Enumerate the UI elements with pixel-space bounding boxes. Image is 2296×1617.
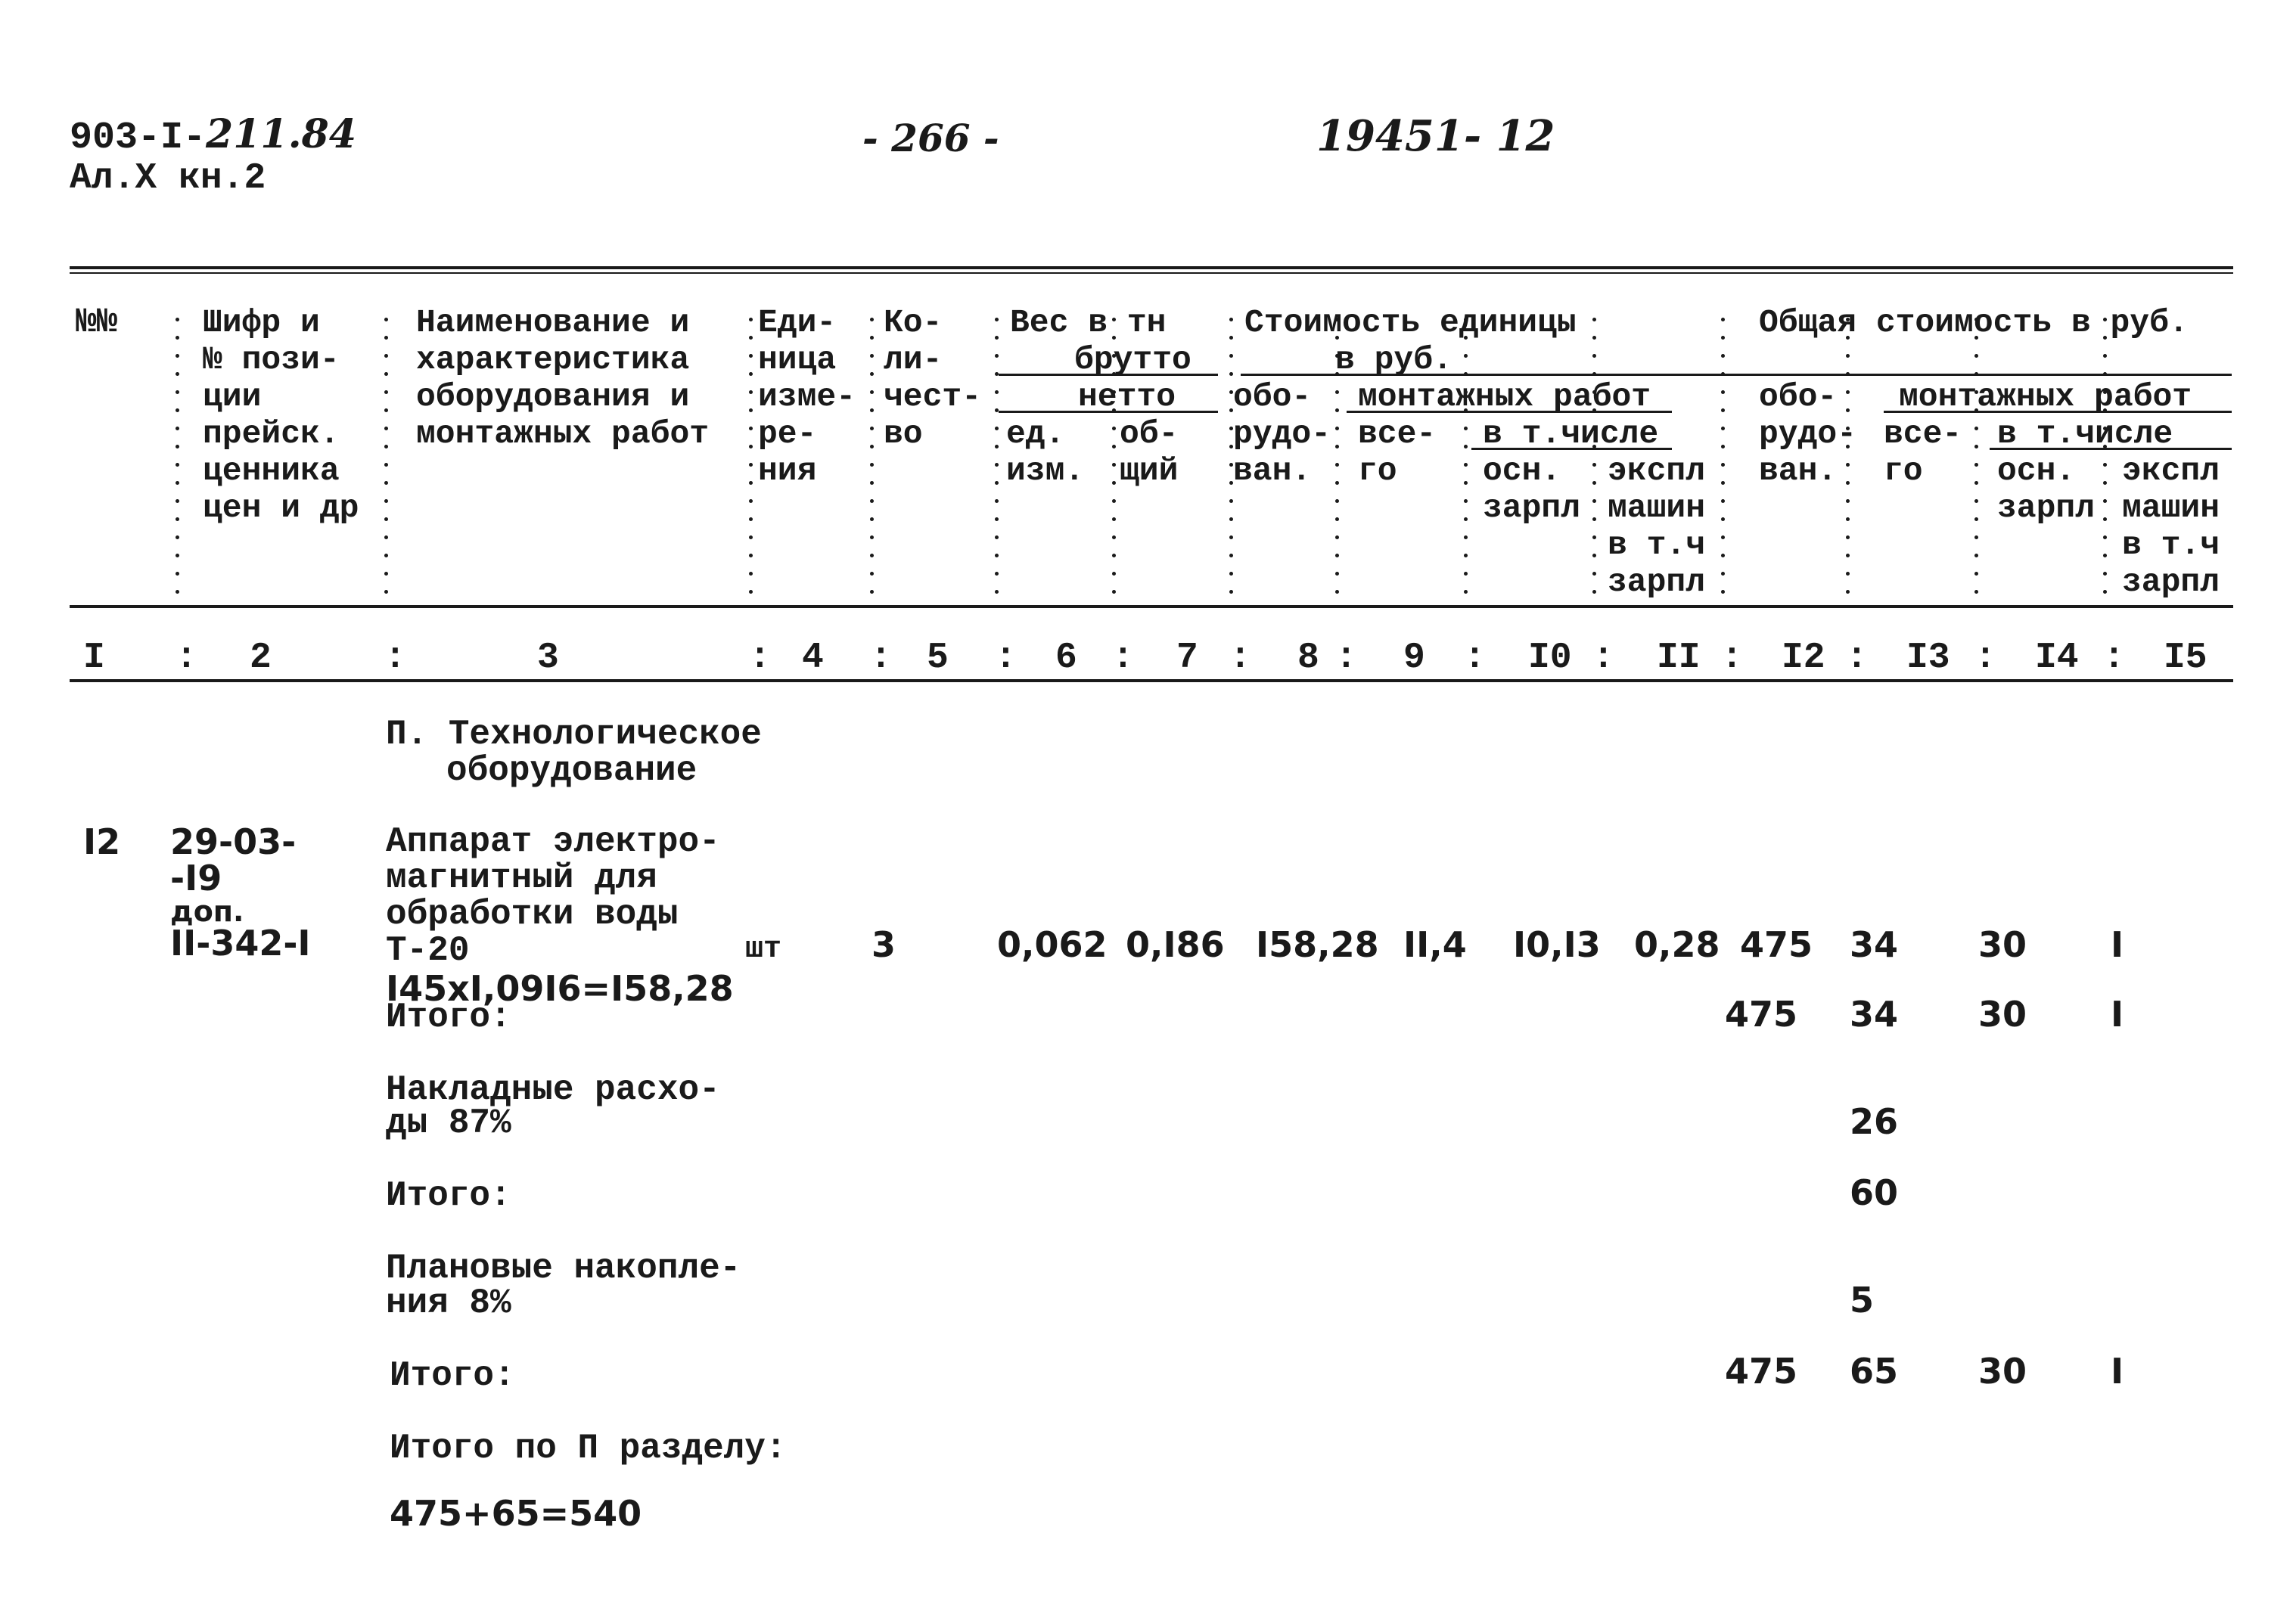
header-separator-dot [1592, 354, 1596, 358]
header-separator-dot [749, 445, 753, 448]
header-separator-dot [384, 590, 388, 594]
col-header-weight-total: об- щий [1120, 415, 1179, 489]
header-separator-dot [1112, 572, 1116, 576]
header-separator-dot [1721, 463, 1725, 467]
col-header-quantity: Ко- ли- чест- во [884, 304, 982, 452]
header-separator-dot [995, 427, 999, 430]
subtotal1-salary: 30 [1978, 994, 2027, 1035]
header-separator-dot [384, 463, 388, 467]
header-separator-dot [995, 554, 999, 557]
header-separator-dot [2103, 481, 2107, 485]
header-separator-dot [1592, 481, 1596, 485]
header-separator-dot [1229, 535, 1233, 539]
overhead-value: 26 [1850, 1101, 1899, 1142]
planned-value: 5 [1850, 1280, 1875, 1321]
subtotal3-equipment: 475 [1725, 1351, 1798, 1392]
header-separator-dot [1464, 445, 1468, 448]
item-code-line3: доп. [170, 895, 244, 928]
column-separator-10: : [1592, 638, 1614, 678]
header-separator-dot [749, 427, 753, 430]
column-numbers-rule [70, 679, 2233, 682]
header-separator-dot [1335, 590, 1339, 594]
item-equipment-total: 475 [1740, 924, 1813, 965]
header-separator-dot [1592, 463, 1596, 467]
column-number-3: 3 [537, 638, 559, 678]
header-separator-dot [870, 318, 874, 321]
header-top-rule-2 [70, 272, 2233, 274]
header-separator-dot [1335, 517, 1339, 521]
header-separator-dot [384, 499, 388, 503]
column-number-9: 9 [1403, 638, 1425, 678]
column-number-1: I [83, 638, 105, 678]
item-weight-total: 0,I86 [1126, 924, 1225, 965]
header-separator-dot [1229, 590, 1233, 594]
header-separator-dot [749, 336, 753, 340]
handwritten-register-number: 19451- 12 [1316, 111, 1555, 161]
header-separator-dot [2103, 535, 2107, 539]
header-separator-dot [1592, 554, 1596, 557]
col-header-machines-1: экспл машин в т.ч зарпл [1608, 452, 1706, 601]
header-separator-dot [1335, 554, 1339, 557]
column-number-13: I3 [1906, 638, 1950, 678]
col-header-incl-1: в т.числе [1483, 415, 1659, 452]
header-separator-dot [870, 336, 874, 340]
item-base-salary-total: 30 [1978, 924, 2027, 965]
col-header-install-works-1: монтажных работ [1358, 378, 1651, 415]
header-separator-dot [384, 318, 388, 321]
header-separator-dot [749, 590, 753, 594]
header-separator-dot [1592, 572, 1596, 576]
col-header-weight-brutto: брутто [1074, 341, 1191, 378]
column-separator-1: : [176, 638, 197, 678]
item-base-salary: I0,I3 [1513, 924, 1601, 965]
header-separator-dot [384, 481, 388, 485]
col-header-equipment-total: обо- рудо- ван. [1759, 378, 1857, 489]
header-separator-dot [1592, 535, 1596, 539]
header-separator-dot [995, 372, 999, 376]
column-number-7: 7 [1176, 638, 1198, 678]
col-header-number: №№ [76, 303, 118, 342]
item-machine-total: I [2111, 924, 2124, 965]
subtotal2-value: 60 [1850, 1172, 1899, 1213]
section-title-line1: П. Технологическое [386, 715, 762, 754]
header-separator-dot [176, 554, 179, 557]
col-header-install-all-2: все- го [1884, 415, 1962, 489]
header-top-rule [70, 266, 2233, 269]
column-number-12: I2 [1782, 638, 1825, 678]
column-separator-3: : [749, 638, 771, 678]
header-separator-dot [1721, 408, 1725, 412]
header-separator-dot [1112, 499, 1116, 503]
header-separator-dot [1335, 535, 1339, 539]
item-name-line1: Аппарат электро- [386, 822, 720, 861]
col-header-install-all-1: все- го [1358, 415, 1437, 489]
header-separator-dot [749, 481, 753, 485]
item-name-line2: магнитный для [386, 858, 657, 898]
item-unit: шт [745, 933, 782, 967]
subtotal1-label: Итого: [386, 998, 511, 1037]
item-name-line3: обработки воды [386, 895, 679, 934]
header-separator-dot [870, 390, 874, 394]
header-separator-dot [1721, 336, 1725, 340]
col-header-weight-netto: нетто [1078, 378, 1176, 415]
header-separator-dot [1721, 590, 1725, 594]
header-separator-dot [1974, 372, 1978, 376]
header-separator-dot [384, 408, 388, 412]
header-separator-dot [1464, 572, 1468, 576]
column-number-14: I4 [2035, 638, 2079, 678]
header-separator-dot [176, 590, 179, 594]
header-separator-dot [1112, 517, 1116, 521]
header-separator-dot [1112, 445, 1116, 448]
header-separator-dot [384, 572, 388, 576]
header-separator-dot [1229, 517, 1233, 521]
header-separator-dot [870, 590, 874, 594]
item-name-line4: Т-20 [386, 931, 470, 970]
header-separator-dot [995, 590, 999, 594]
header-separator-dot [1974, 572, 1978, 576]
col-header-base-salary-1: осн. зарпл [1483, 452, 1581, 526]
header-separator-dot [870, 372, 874, 376]
header-separator-dot [870, 427, 874, 430]
header-separator-dot [749, 354, 753, 358]
header-separator-dot [1721, 318, 1725, 321]
header-separator-dot [176, 481, 179, 485]
col-header-total-cost-title: Общая стоимость в руб. [1759, 304, 2189, 341]
header-separator-dot [1335, 572, 1339, 576]
header-separator-dot [1229, 354, 1233, 358]
header-separator-dot [1721, 572, 1725, 576]
header-separator-dot [749, 390, 753, 394]
item-equipment-unit-cost: I58,28 [1256, 924, 1379, 965]
header-separator-dot [995, 517, 999, 521]
header-separator-dot [2103, 572, 2107, 576]
col-header-base-salary-2: осн. зарпл [1997, 452, 2096, 526]
planned-label-line2: ния 8% [386, 1283, 511, 1323]
item-number: I2 [83, 821, 121, 862]
header-separator-dot [1112, 535, 1116, 539]
column-number-8: 8 [1297, 638, 1319, 678]
header-separator-dot [1974, 554, 1978, 557]
header-separator-dot [176, 372, 179, 376]
header-separator-dot [1464, 590, 1468, 594]
header-separator-dot [2103, 354, 2107, 358]
column-separator-5: : [995, 638, 1017, 678]
header-separator-dot [1974, 354, 1978, 358]
section-total-formula: 475+65=540 [390, 1493, 642, 1534]
header-separator-dot [1464, 372, 1468, 376]
header-separator-dot [1721, 372, 1725, 376]
col-header-install-works-2: монтажных работ [1899, 378, 2192, 415]
column-number-4: 4 [802, 638, 824, 678]
column-separator-13: : [1974, 638, 1996, 678]
header-separator-dot [176, 535, 179, 539]
item-code-line2: -I9 [170, 858, 222, 899]
col-header-equipment: обо- рудо- ван. [1233, 378, 1331, 489]
header-separator-dot [2103, 463, 2107, 467]
header-separator-dot [384, 427, 388, 430]
header-separator-dot [1592, 517, 1596, 521]
header-separator-dot [1464, 554, 1468, 557]
header-separator-dot [995, 535, 999, 539]
col-header-unit-cost-title: Стоимость единицы [1244, 304, 1577, 341]
header-separator-dot [1335, 463, 1339, 467]
col-header-name: Наименование и характеристика оборудования и монтажных работ [416, 304, 710, 452]
header-separator-dot [384, 372, 388, 376]
subtotal3-label: Итого: [390, 1356, 515, 1395]
header-separator-dot [1112, 463, 1116, 467]
header-separator-dot [749, 572, 753, 576]
header-separator-dot [176, 318, 179, 321]
column-separator-2: : [384, 638, 406, 678]
subtotal1-machine: I [2111, 994, 2124, 1035]
header-separator-dot [384, 336, 388, 340]
header-separator-dot [1335, 499, 1339, 503]
header-separator-dot [1721, 554, 1725, 557]
subtotal1-equipment: 475 [1725, 994, 1798, 1035]
header-separator-dot [2103, 372, 2107, 376]
column-separator-8: : [1335, 638, 1357, 678]
header-separator-dot [1464, 354, 1468, 358]
header-separator-dot [1464, 535, 1468, 539]
item-code-line4: II-342-I [170, 923, 311, 964]
header-separator-dot [1974, 499, 1978, 503]
header-separator-dot [749, 463, 753, 467]
document-code [70, 111, 357, 160]
header-separator-dot [995, 318, 999, 321]
item-formula: I45xI,09I6=I58,28 [386, 968, 734, 1009]
header-separator-dot [2103, 499, 2107, 503]
col-header-unit: Еди- ница изме- ре- ния [758, 304, 856, 489]
header-separator-dot [1974, 445, 1978, 448]
col-header-incl-2: в т.числе [1997, 415, 2173, 452]
header-separator-dot [995, 354, 999, 358]
header-separator-dot [1592, 318, 1596, 321]
header-separator-dot [176, 445, 179, 448]
column-number-6: 6 [1055, 638, 1077, 678]
header-separator-dot [995, 390, 999, 394]
header-separator-dot [384, 390, 388, 394]
header-separator-dot [1464, 499, 1468, 503]
header-separator-dot [870, 535, 874, 539]
header-separator-dot [1721, 390, 1725, 394]
header-separator-dot [1592, 336, 1596, 340]
column-separator-12: : [1846, 638, 1868, 678]
header-separator-dot [1974, 590, 1978, 594]
header-separator-dot [995, 336, 999, 340]
header-separator-dot [176, 427, 179, 430]
column-separator-11: : [1721, 638, 1743, 678]
header-separator-dot [1974, 517, 1978, 521]
header-separator-dot [995, 481, 999, 485]
column-number-5: 5 [927, 638, 949, 678]
document-code-handwritten: 211.84 [206, 111, 357, 157]
header-separator-dot [1974, 463, 1978, 467]
header-separator-dot [2103, 590, 2107, 594]
header-separator-dot [870, 445, 874, 448]
header-separator-dot [995, 499, 999, 503]
header-separator-dot [1464, 481, 1468, 485]
header-separator-dot [1846, 590, 1850, 594]
header-separator-dot [995, 445, 999, 448]
header-separator-dot [1229, 318, 1233, 321]
header-separator-dot [1229, 572, 1233, 576]
header-separator-dot [1335, 445, 1339, 448]
section-total-label: Итого по П разделу: [390, 1429, 787, 1468]
header-separator-dot [1846, 517, 1850, 521]
header-separator-dot [870, 463, 874, 467]
header-separator-dot [749, 554, 753, 557]
column-separator-4: : [870, 638, 892, 678]
header-separator-dot [1846, 499, 1850, 503]
header-separator-dot [1229, 336, 1233, 340]
column-number-10: I0 [1528, 638, 1572, 678]
column-number-15: I5 [2164, 638, 2207, 678]
header-separator-dot [1721, 354, 1725, 358]
header-separator-dot [1464, 427, 1468, 430]
header-separator-dot [749, 535, 753, 539]
col-header-machines-2: экспл машин в т.ч зарпл [2122, 452, 2220, 601]
header-separator-dot [1229, 372, 1233, 376]
header-separator-dot [870, 354, 874, 358]
col-header-weight-unit: ед. изм. [1006, 415, 1085, 489]
header-separator-dot [1112, 554, 1116, 557]
header-separator-dot [176, 463, 179, 467]
item-install-total-sum: 34 [1850, 924, 1899, 965]
header-separator-dot [1721, 445, 1725, 448]
header-separator-dot [1846, 354, 1850, 358]
header-separator-dot [1335, 408, 1339, 412]
header-separator-dot [176, 572, 179, 576]
col-header-unit-cost-rub: в руб. [1335, 341, 1452, 378]
header-separator-dot [749, 408, 753, 412]
header-separator-dot [176, 517, 179, 521]
header-separator-dot [1846, 372, 1850, 376]
header-bottom-rule [70, 605, 2233, 608]
item-code-line1: 29-03- [170, 821, 297, 862]
header-separator-dot [1335, 481, 1339, 485]
header-separator-dot [176, 499, 179, 503]
header-separator-dot [870, 499, 874, 503]
header-separator-dot [384, 517, 388, 521]
column-number-2: 2 [250, 638, 272, 678]
header-separator-dot [1846, 572, 1850, 576]
header-separator-dot [1592, 590, 1596, 594]
header-separator-dot [995, 408, 999, 412]
column-separator-7: : [1229, 638, 1251, 678]
item-weight-unit: 0,062 [997, 924, 1108, 965]
header-separator-dot [1464, 463, 1468, 467]
header-separator-dot [870, 517, 874, 521]
header-separator-dot [384, 535, 388, 539]
header-separator-dot [1335, 427, 1339, 430]
header-separator-dot [1229, 499, 1233, 503]
header-separator-dot [176, 354, 179, 358]
col-header-weight-title: Вес в тн [1010, 304, 1167, 341]
overhead-label-line1: Накладные расхо- [386, 1070, 720, 1110]
header-separator-dot [1846, 554, 1850, 557]
header-separator-dot [176, 408, 179, 412]
header-separator-dot [1112, 590, 1116, 594]
page-number: - 266 - [862, 116, 999, 160]
header-separator-dot [995, 572, 999, 576]
header-separator-dot [1974, 535, 1978, 539]
header-separator-dot [1721, 481, 1725, 485]
header-separator-dot [870, 554, 874, 557]
col-header-code: Шифр и № пози- ции прейск. ценника цен и др [203, 304, 359, 526]
header-separator-dot [870, 408, 874, 412]
header-separator-dot [1974, 427, 1978, 430]
header-separator-dot [1112, 427, 1116, 430]
album-reference: Ал.Х кн.2 [70, 158, 266, 199]
header-separator-dot [176, 390, 179, 394]
subtotal3-install: 65 [1850, 1351, 1899, 1392]
subtotal3-machine: I [2111, 1351, 2124, 1392]
header-separator-dot [1721, 517, 1725, 521]
item-machine-operation: 0,28 [1634, 924, 1720, 965]
header-separator-dot [749, 499, 753, 503]
column-separator-14: : [2103, 638, 2125, 678]
header-separator-dot [1229, 554, 1233, 557]
item-install-total: II,4 [1403, 924, 1467, 965]
column-separator-6: : [1112, 638, 1134, 678]
header-separator-dot [1592, 499, 1596, 503]
header-separator-dot [384, 554, 388, 557]
header-separator-dot [1592, 372, 1596, 376]
subtotal2-label: Итого: [386, 1176, 511, 1215]
header-separator-dot [1112, 481, 1116, 485]
header-separator-dot [1721, 427, 1725, 430]
header-separator-dot [1721, 535, 1725, 539]
header-separator-dot [870, 481, 874, 485]
document-code-printed: 903-I- [70, 116, 207, 160]
header-separator-dot [1974, 481, 1978, 485]
header-separator-dot [1335, 390, 1339, 394]
column-number-11: II [1657, 638, 1701, 678]
header-separator-dot [995, 463, 999, 467]
overhead-label-line2: ды 87% [386, 1103, 511, 1143]
subtotal1-install: 34 [1850, 994, 1899, 1035]
header-separator-dot [749, 517, 753, 521]
subtotal3-salary: 30 [1978, 1351, 2027, 1392]
header-separator-dot [384, 445, 388, 448]
item-quantity: 3 [871, 924, 896, 965]
header-separator-dot [1721, 499, 1725, 503]
planned-label-line1: Плановые накопле- [386, 1249, 741, 1288]
header-separator-dot [1846, 535, 1850, 539]
column-separator-9: : [1464, 638, 1486, 678]
header-separator-dot [2103, 554, 2107, 557]
header-separator-dot [749, 318, 753, 321]
header-separator-dot [870, 572, 874, 576]
header-separator-dot [384, 354, 388, 358]
section-title-line2: оборудование [446, 751, 697, 790]
header-separator-dot [2103, 517, 2107, 521]
header-separator-dot [749, 372, 753, 376]
header-separator-dot [1464, 517, 1468, 521]
header-separator-dot [176, 336, 179, 340]
